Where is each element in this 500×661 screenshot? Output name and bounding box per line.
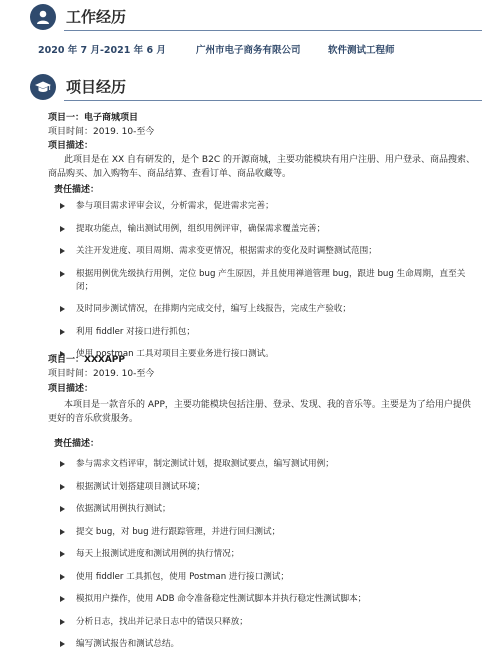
project2-duty-label: 责任描述：	[54, 439, 100, 449]
project2-time: 项目时间：2019. 10-至今	[48, 369, 155, 379]
list-item: 参与需求文档评审，制定测试计划，提取测试要点，编写测试用例；	[60, 458, 366, 471]
list-item: 关注开发进度、项目周期、需求变更情况，根据需求的变化及时调整测试范围；	[60, 245, 468, 258]
list-item: 及时同步测试情况，在排期内完成交付，编写上线报告，完成生产验收；	[60, 303, 468, 316]
project1-duty-label: 责任描述：	[54, 185, 100, 195]
list-item: 使用 postman 工具对项目主要业务进行接口测试。	[60, 348, 468, 361]
work-period: 2020 年 7 月-2021 年 6 月	[38, 45, 166, 56]
list-item: 提交 bug，对 bug 进行跟踪管理，并进行回归测试；	[60, 526, 366, 539]
divider	[64, 30, 482, 31]
divider	[64, 100, 482, 101]
list-item: 根据测试计划搭建项目测试环境；	[60, 481, 366, 494]
list-item: 模拟用户操作，使用 ADB 命令准备稳定性测试脚本并执行稳定性测试脚本；	[60, 593, 366, 606]
work-section-title: 工作经历	[66, 8, 127, 26]
project1-desc: 此项目是在 XX 自有研发的，是个 B2C 的开源商城，主要功能模块有用户注册、用户登录、商品搜索、商品购买、加入购物车、商品结算、查看订单、商品收藏等。	[48, 155, 475, 179]
list-item: 分析日志，找出并记录日志中的错误只释放；	[60, 616, 366, 629]
work-position: 软件测试工程师	[328, 45, 395, 56]
project2-duty-list	[60, 458, 366, 661]
list-item: 依据测试用例执行测试；	[60, 503, 366, 516]
list-item: 每天上报测试进度和测试用例的执行情况；	[60, 548, 366, 561]
list-item: 编写测试报告和测试总结。	[60, 638, 366, 651]
project1-desc-label: 项目描述：	[48, 141, 94, 151]
project1-time: 项目时间：2019. 10-至今	[48, 127, 155, 137]
list-item: 利用 fiddler 对接口进行抓包；	[60, 326, 468, 339]
list-item: 使用 fiddler 工具抓包，使用 Postman 进行接口测试；	[60, 571, 366, 584]
list-item: 根据用例优先级执行用例，定位 bug 产生原因，并且使用禅道管理 bug，跟进 bug 生命周期，直至关闭；	[60, 268, 468, 294]
projects-section-header	[10, 74, 490, 104]
person-icon	[30, 4, 56, 30]
project1-name: 项目一：电子商城项目	[48, 113, 139, 123]
work-section-header	[10, 4, 490, 34]
projects-section-title: 项目经历	[66, 78, 127, 96]
graduation-cap-icon	[30, 74, 56, 100]
list-item: 参与项目需求评审会议，分析需求，促进需求完善；	[60, 200, 468, 213]
list-item: 提取功能点，输出测试用例，组织用例评审，确保需求覆盖完善；	[60, 223, 468, 236]
work-company: 广州市电子商务有限公司	[196, 45, 301, 56]
project1-duty-list	[60, 200, 468, 371]
project2-desc-label: 项目描述：	[48, 384, 94, 394]
project2-name: 项目一：XXXAPP	[48, 355, 125, 365]
project2-desc: 本项目是一款音乐的 APP，主要功能模块包括注册、登录、发现、我的音乐等。主要是为了给用户提供更好的音乐欣赏服务。	[48, 400, 471, 424]
